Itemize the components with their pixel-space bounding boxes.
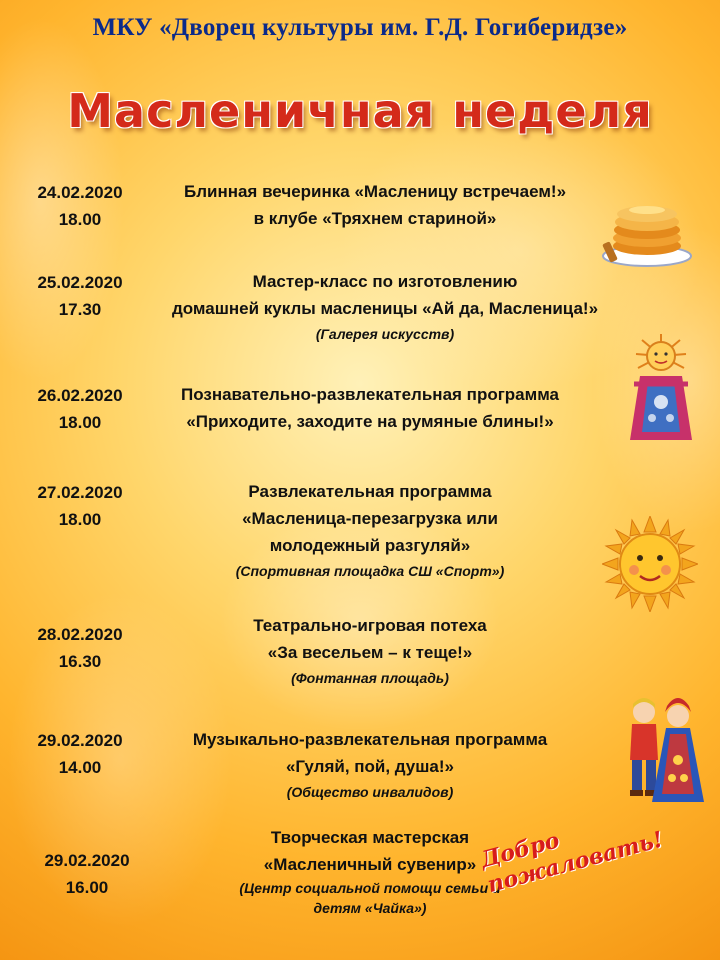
- event-time: 18.00: [58, 510, 102, 529]
- event-date-block: [15, 728, 145, 780]
- event-date: 25.02.2020: [37, 273, 123, 292]
- event-description: [210, 612, 530, 690]
- sun-face-icon: [602, 516, 698, 612]
- event-description: [140, 381, 600, 435]
- event-line: Театрально-игровая потеха: [253, 616, 487, 635]
- event-line: Творческая мастерская: [270, 828, 470, 847]
- event-date-block: [22, 848, 152, 900]
- event-time: 16.30: [58, 652, 102, 671]
- event-location: (Фонтанная площадь): [291, 670, 449, 686]
- event-time: 14.00: [58, 758, 102, 777]
- event-date-block: [15, 180, 145, 232]
- maslenitsa-doll-icon: [626, 332, 696, 444]
- event-line: Музыкально-развлекательная программа: [192, 730, 548, 749]
- event-line: Развлекательная программа: [248, 482, 492, 501]
- event-date: 24.02.2020: [37, 183, 123, 202]
- welcome-text: Добро пожаловать!: [478, 826, 666, 899]
- organization-header: МКУ «Дворец культуры им. Г.Д. Гогиберидзе»: [92, 14, 628, 41]
- event-description: [150, 726, 590, 804]
- event-line: Мастер-класс по изготовлению: [252, 272, 518, 291]
- event-line: Познавательно-развлекательная программа: [180, 385, 560, 404]
- event-description: [140, 178, 610, 232]
- event-line: «Приходите, заходите на румяные блины!»: [186, 412, 554, 431]
- event-time: 18.00: [58, 413, 102, 432]
- event-description: [225, 824, 515, 918]
- event-time: 17.30: [58, 300, 102, 319]
- event-line: «Гуляй, пой, душа!»: [285, 757, 455, 776]
- event-time: 16.00: [65, 878, 109, 897]
- event-date-block: [15, 383, 145, 435]
- event-date: 29.02.2020: [37, 731, 123, 750]
- event-line: домашней куклы масленицы «Ай да, Масленица!»: [171, 299, 599, 318]
- event-date: 26.02.2020: [37, 386, 123, 405]
- event-date: 28.02.2020: [37, 625, 123, 644]
- pancakes-icon: [600, 190, 695, 270]
- event-description: [170, 478, 570, 583]
- event-line: «Масленица-перезагрузка или: [242, 509, 498, 528]
- event-line: «Масленичный сувенир»: [263, 855, 477, 874]
- event-line: «За весельем – к теще!»: [267, 643, 473, 662]
- event-time: 18.00: [58, 210, 102, 229]
- poster-title: Масленичная неделя: [67, 84, 653, 138]
- event-line: молодежный разгуляй»: [269, 536, 471, 555]
- event-date: 29.02.2020: [44, 851, 130, 870]
- event-location: (Спортивная площадка СШ «Спорт»): [235, 563, 505, 579]
- event-date-block: [15, 480, 145, 532]
- event-location: (Общество инвалидов): [286, 784, 454, 800]
- event-line: Блинная вечеринка «Масленицу встречаем!»: [183, 182, 567, 201]
- event-line: в клубе «Тряхнем стариной»: [253, 209, 497, 228]
- event-date-block: [15, 270, 145, 322]
- event-description: [130, 268, 640, 346]
- event-location: (Центр социальной помощи семьи и детям «Чайка»): [239, 880, 501, 916]
- event-date-block: [15, 622, 145, 674]
- event-date: 27.02.2020: [37, 483, 123, 502]
- event-location: (Галерея искусств): [315, 326, 455, 342]
